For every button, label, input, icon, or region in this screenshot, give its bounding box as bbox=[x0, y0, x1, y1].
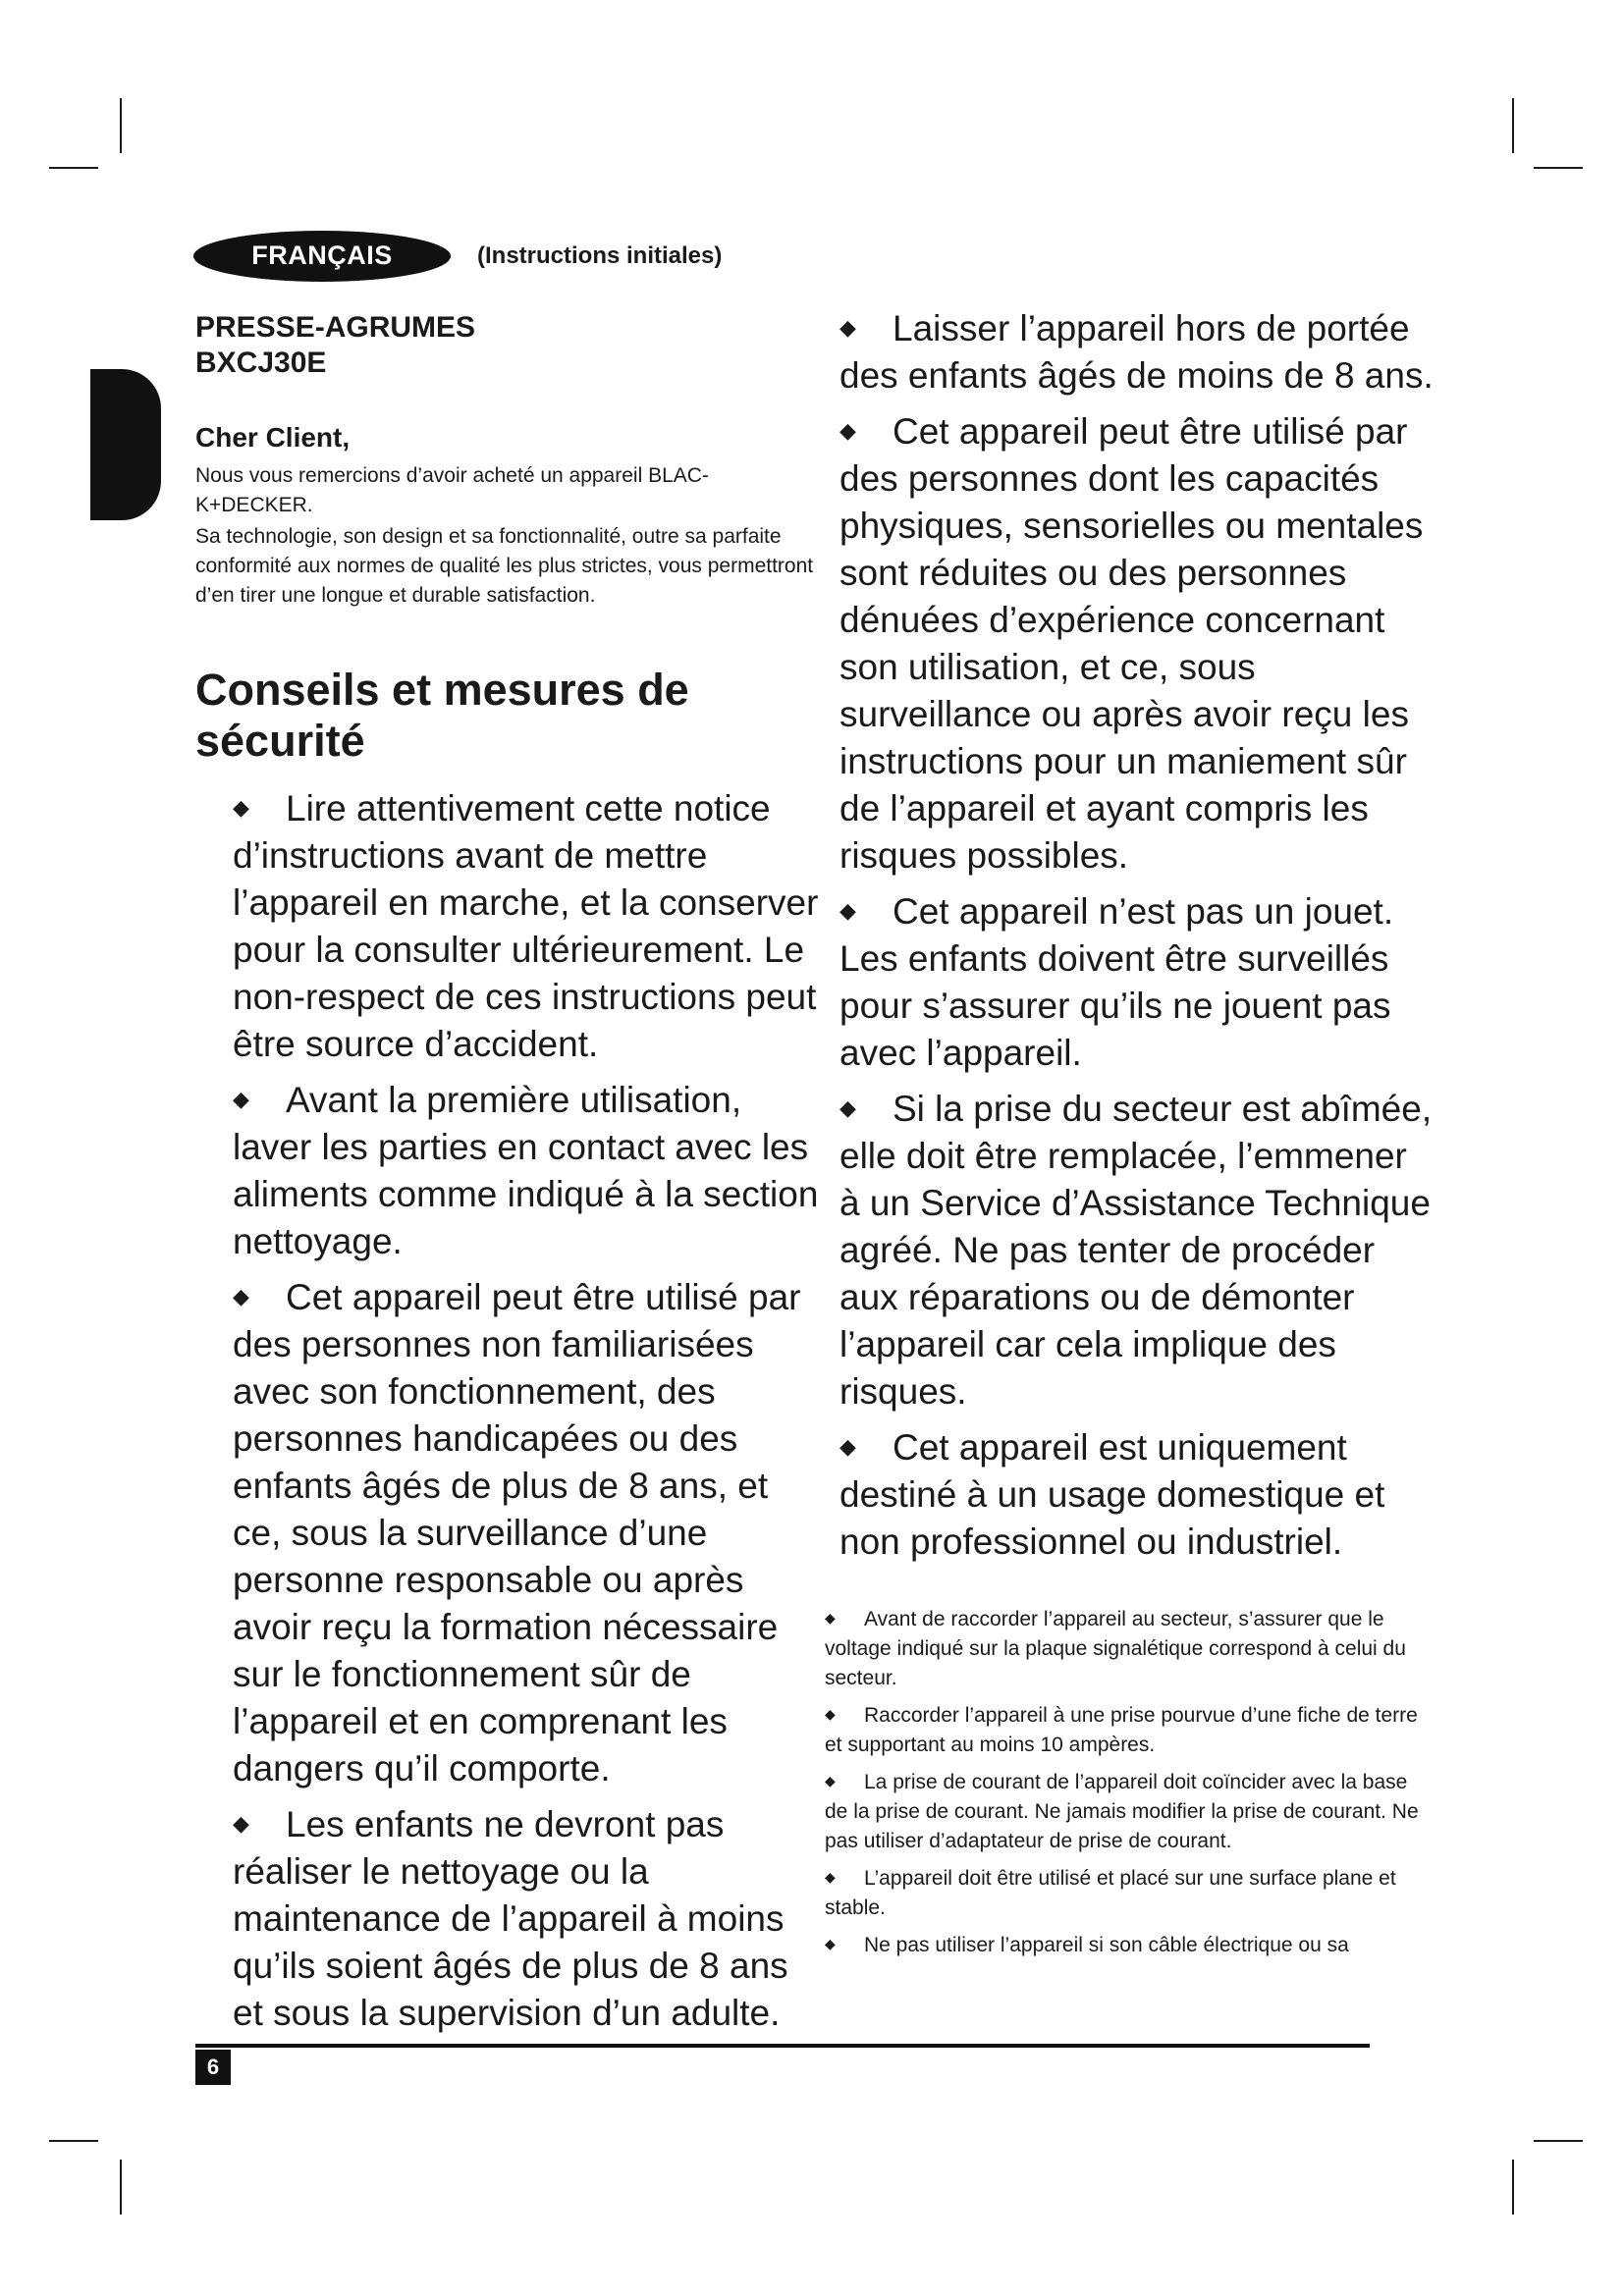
left-column bbox=[195, 304, 824, 2045]
diamond-bullet-icon: ◆ bbox=[839, 315, 856, 340]
safety-item bbox=[825, 887, 1434, 1077]
crop-mark-top-right-vertical bbox=[1512, 98, 1514, 153]
safety-item bbox=[195, 1800, 824, 2037]
small-safety-item bbox=[825, 1766, 1434, 1856]
small-safety-item-text: Ne pas utiliser l’appareil si son câble électrique ou sa bbox=[864, 1934, 1349, 1956]
diamond-bullet-icon: ◆ bbox=[825, 1773, 836, 1789]
small-safety-item-text: Avant de raccorder l’appareil au secteur, s’assurer que le voltage indiqué sur la plaque signalétique correspond à celui du secteur. bbox=[825, 1608, 1406, 1689]
crop-mark-top-left-vertical bbox=[120, 98, 122, 153]
diamond-bullet-icon: ◆ bbox=[233, 1811, 249, 1836]
safety-item bbox=[825, 1423, 1434, 1566]
intro-paragraph: Sa technologie, son design et sa fonctionnalité, outre sa parfaite conformité aux normes de qualité les plus strictes, vous permettront d’en tirer une longue et durable satisfaction. bbox=[195, 525, 814, 607]
small-safety-item-text: La prise de courant de l’appareil doit coïncider avec la base de la prise de courant. Ne jamais modifier la prise de courant. Ne pas utiliser d’adaptateur de prise de courant. bbox=[825, 1771, 1419, 1852]
footer-rule bbox=[195, 2044, 1370, 2048]
safety-item-text: Cet appareil peut être utilisé par des personnes non familiarisées avec son fonctionnement, des personnes handicapées ou des enfants âgés de plus de 8 ans, et ce, sous la surveillance d’une personne responsable ou après avoir reçu la formation nécessaire sur le fonctionnement sûr de l’appareil et en comprenant les dangers qu’il comporte. bbox=[233, 1277, 801, 1789]
small-safety-item bbox=[825, 1603, 1434, 1693]
safety-item-text: Cet appareil n’est pas un jouet. Les enfants doivent être surveillés pour s’assurer qu’ils ne jouent pas avec l’appareil. bbox=[839, 891, 1394, 1073]
intro-paragraph: Nous vous remercions d’avoir acheté un appareil BLAC-K+DECKER. bbox=[195, 464, 709, 516]
safety-item bbox=[825, 1085, 1434, 1415]
product-name: PRESSE-AGRUMES bbox=[195, 311, 476, 344]
crop-mark-bottom-right-vertical bbox=[1512, 2160, 1514, 2215]
safety-item-text: Les enfants ne devront pas réaliser le nettoyage ou la maintenance de l’appareil à moins qu’ils soient âgés de plus de 8 ans et sous la supervision d’un adulte. bbox=[233, 1804, 788, 2033]
section-marker bbox=[90, 369, 161, 520]
diamond-bullet-icon: ◆ bbox=[825, 1706, 836, 1722]
small-safety-item-text: L’appareil doit être utilisé et placé sur une surface plane et stable. bbox=[825, 1867, 1396, 1919]
right-column bbox=[825, 304, 1434, 1966]
safety-item-text: Lire attentivement cette notice d’instructions avant de mettre l’appareil en marche, et la conserver pour la consulter ultérieurement. Le non-respect de ces instructions peut être source d’accident. bbox=[233, 788, 819, 1064]
diamond-bullet-icon: ◆ bbox=[825, 1936, 836, 1951]
diamond-bullet-icon: ◆ bbox=[233, 1284, 249, 1308]
language-tab-label: FRANÇAIS bbox=[251, 240, 393, 270]
safety-item-text: Laisser l’appareil hors de portée des enfants âgés de moins de 8 ans. bbox=[839, 308, 1434, 396]
intro-text bbox=[195, 461, 824, 611]
safety-item-text: Cet appareil peut être utilisé par des personnes dont les capacités physiques, sensorielles ou mentales sont réduites ou des personnes dénuées d’expérience concernant son utilisation, et ce, sous surveillance ou après avoir reçu les instructions pour un maniement sûr de l’appareil et ayant compris les risques possibles. bbox=[839, 411, 1424, 876]
diamond-bullet-icon: ◆ bbox=[839, 898, 856, 923]
product-model: BXCJ30E bbox=[195, 347, 327, 379]
safety-item bbox=[195, 1273, 824, 1792]
section-title: Conseils et mesures de sécurité bbox=[195, 665, 689, 766]
safety-list-left bbox=[195, 784, 824, 2037]
diamond-bullet-icon: ◆ bbox=[233, 1087, 249, 1111]
diamond-bullet-icon: ◆ bbox=[839, 418, 856, 443]
page-number: 6 bbox=[195, 2050, 231, 2085]
small-safety-item-text: Raccorder l’appareil à une prise pourvue d’une fiche de terre et supportant au moins 10 ampères. bbox=[825, 1704, 1418, 1756]
diamond-bullet-icon: ◆ bbox=[233, 795, 249, 820]
small-safety-item bbox=[825, 1862, 1434, 1923]
small-safety-item bbox=[825, 1699, 1434, 1760]
greeting: Cher Client, bbox=[195, 422, 351, 453]
language-tab bbox=[193, 231, 451, 282]
safety-list-small bbox=[825, 1603, 1434, 1960]
safety-list-right bbox=[825, 304, 1434, 1566]
small-safety-item bbox=[825, 1929, 1434, 1960]
crop-mark-top-right-horizontal bbox=[1534, 167, 1583, 169]
safety-item bbox=[195, 784, 824, 1068]
crop-mark-bottom-left-vertical bbox=[120, 2160, 122, 2215]
safety-item bbox=[195, 1076, 824, 1265]
crop-mark-bottom-left-horizontal bbox=[49, 2140, 98, 2142]
safety-item-text: Si la prise du secteur est abîmée, elle doit être remplacée, l’emmener à un Service d’Assistance Technique agréé. Ne pas tenter de procéder aux réparations ou de démonter l’appareil car cela implique des risques. bbox=[839, 1089, 1433, 1412]
safety-item-text: Cet appareil est uniquement destiné à un usage domestique et non professionnel ou industriel. bbox=[839, 1427, 1385, 1562]
safety-item bbox=[825, 304, 1434, 400]
safety-item-text: Avant la première utilisation, laver les parties en contact avec les aliments comme indiqué à la section nettoyage. bbox=[233, 1080, 819, 1261]
diamond-bullet-icon: ◆ bbox=[825, 1869, 836, 1885]
diamond-bullet-icon: ◆ bbox=[839, 1095, 856, 1120]
safety-item bbox=[825, 407, 1434, 880]
crop-mark-top-left-horizontal bbox=[49, 167, 98, 169]
crop-mark-bottom-right-horizontal bbox=[1534, 2140, 1583, 2142]
original-instructions-note: (Instructions initiales) bbox=[477, 242, 723, 269]
diamond-bullet-icon: ◆ bbox=[839, 1434, 856, 1459]
diamond-bullet-icon: ◆ bbox=[825, 1610, 836, 1626]
